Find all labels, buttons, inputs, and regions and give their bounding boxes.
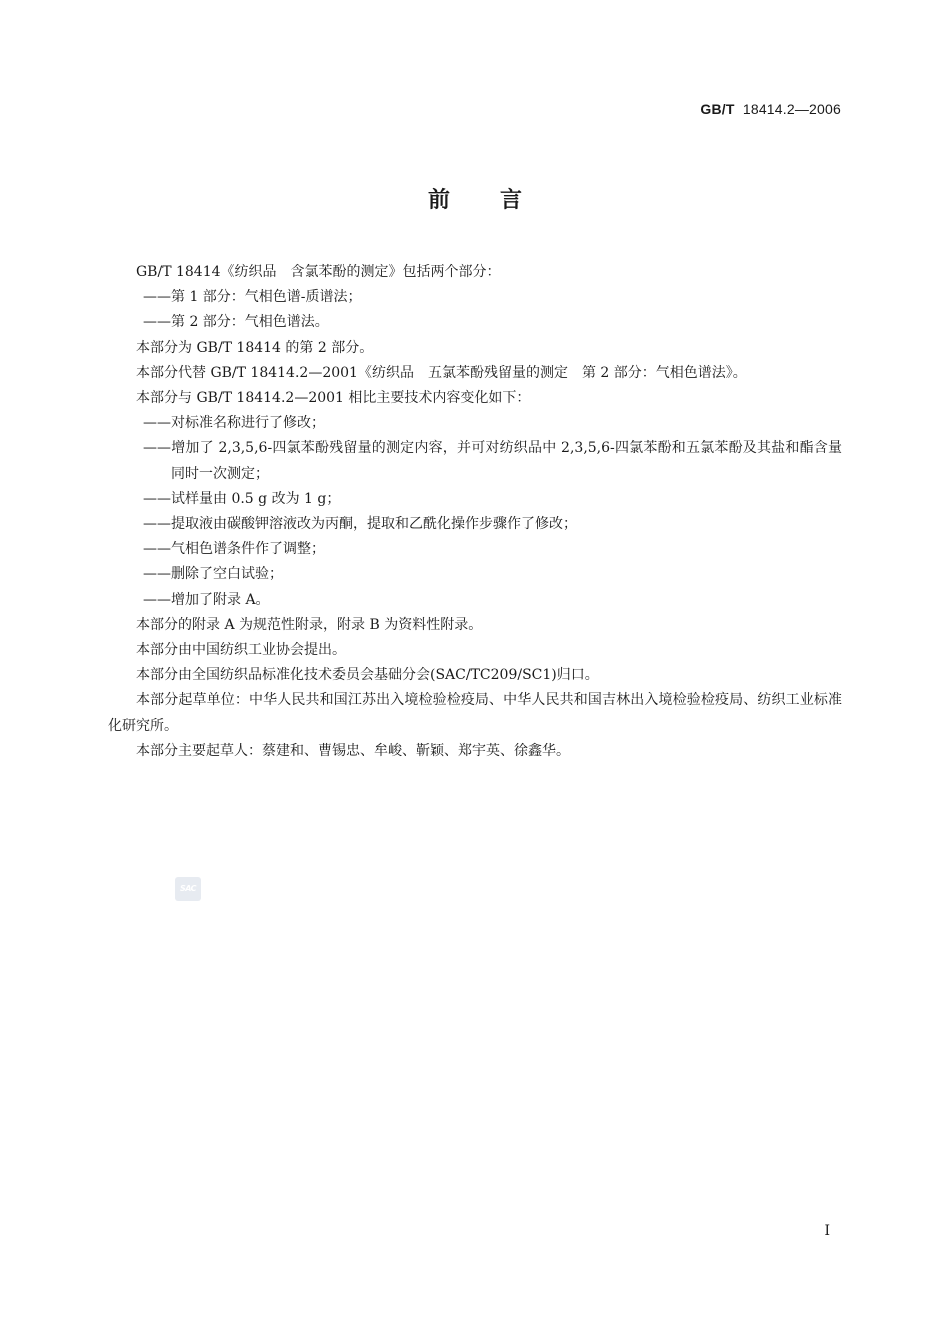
paragraph: 本部分起草单位：中华人民共和国江苏出入境检验检疫局、中华人民共和国吉林出入境检验检疫局、纺织工业标准化研究所。 [108, 692, 842, 734]
paragraph: GB/T 18414《纺织品 含氯苯酚的测定》包括两个部分： [136, 264, 501, 280]
paragraph: 本部分与 GB/T 18414.2—2001 相比主要技术内容变化如下： [136, 390, 531, 407]
sac-logo-icon [175, 877, 201, 901]
list-item: ——试样量由 0.5 g 改为 1 g； [143, 490, 341, 507]
paragraph: 本部分为 GB/T 18414 的第 2 部分。 [136, 339, 374, 356]
list-item: ——第 2 部分：气相色谱法。 [143, 314, 329, 331]
sac-logo-text: SAC [179, 884, 197, 893]
paragraph: 本部分由全国纺织品标准化技术委员会基础分会(SAC/TC209/SC1)归口。 [136, 667, 599, 684]
paragraph: 本部分代替 GB/T 18414.2—2001《纺织品 五氯苯酚残留量的测定 第 2 部分：气相色谱法》。 [136, 364, 747, 381]
paragraph: 本部分由中国纺织工业协会提出。 [136, 642, 346, 659]
foreword-body [108, 260, 842, 764]
list-item: ——气相色谱条件作了调整； [143, 541, 325, 558]
list-item: ——提取液由碳酸钾溶液改为丙酮，提取和乙酰化操作步骤作了修改； [143, 516, 577, 533]
list-item: ——增加了 2,3,5,6-四氯苯酚残留量的测定内容，并可对纺织品中 2,3,5,6-四氯苯酚和五氯苯酚及其盐和酯含量同时一次测定； [143, 440, 842, 482]
list-item: ——增加了附录 A。 [143, 591, 270, 608]
standard-number: 18414.2—2006 [742, 101, 841, 117]
page-number: I [824, 1223, 830, 1239]
list-item: ——第 1 部分：气相色谱-质谱法； [143, 289, 362, 306]
paragraph: 本部分主要起草人：蔡建和、曹锡忠、牟峻、靳颖、郑宇英、徐鑫华。 [136, 742, 570, 759]
standard-code [700, 101, 841, 117]
standard-prefix: GB/T [700, 101, 735, 117]
list-item: ——删除了空白试验； [143, 566, 283, 583]
paragraph: 本部分的附录 A 为规范性附录，附录 B 为资料性附录。 [136, 616, 483, 633]
page-title: 前言 [427, 188, 572, 213]
list-item: ——对标准名称进行了修改； [143, 415, 325, 432]
